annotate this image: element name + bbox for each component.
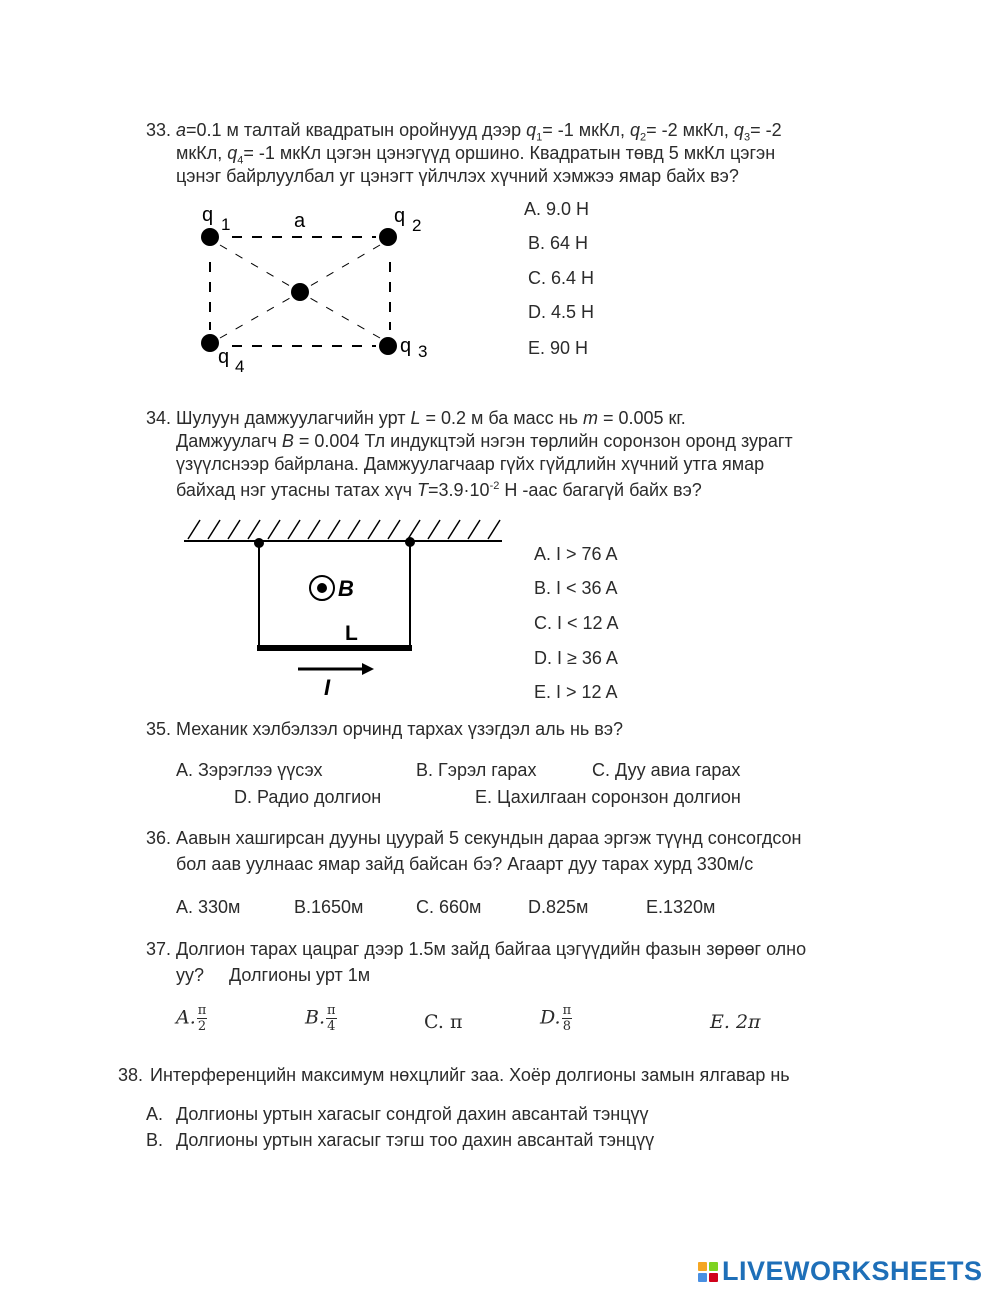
liveworksheets-logo[interactable]	[698, 1256, 983, 1287]
q36-number: 36.	[146, 828, 172, 848]
q37-line-1: Долгион тарах цацраг дээр 1.5м зайд байгаа цэгүүдийн фазын зөрөөг олно	[176, 939, 807, 959]
conductor-rod	[257, 645, 412, 651]
q37-option-c[interactable]: C. π	[424, 1011, 463, 1033]
q36-option-c[interactable]: C. 660м	[416, 897, 482, 917]
label-q1: q	[202, 204, 214, 226]
q33-option-c[interactable]: C. 6.4 H	[528, 268, 595, 288]
q34-line-1: Шулуун дамжуулагчийн урт L = 0.2 м ба масс нь m = 0.005 кг.	[176, 408, 686, 428]
center-charge-dot	[291, 283, 309, 301]
q35-option-e[interactable]: E. Цахилгаан соронзон долгион	[475, 787, 741, 807]
q38-option-a-label[interactable]: A.	[146, 1104, 164, 1124]
label-q3: q	[400, 335, 412, 357]
q36-option-d[interactable]: D.825м	[528, 897, 589, 917]
q34-line-2: Дамжуулагч B = 0.004 Тл индукцтэй нэгэн төрлийн соронзон оронд зурагт	[176, 431, 793, 451]
q33-line-2: мкКл, $q_4= -1$ мкКл цэгэн цэнэгүүд оршино. Квадратын төвд 5 мкКл цэгэн	[176, 143, 776, 167]
q33-option-a[interactable]: A. 9.0 H	[524, 199, 590, 219]
q34-number: 34.	[146, 408, 172, 428]
charge-q1-dot	[201, 228, 219, 246]
q37-option-a[interactable]: A. $\frac{\pi}{2}$	[176, 1003, 207, 1034]
q33-option-b[interactable]: B. 64 H	[528, 233, 589, 253]
svg-text:4: 4	[235, 357, 245, 376]
q38-option-b-text[interactable]: Долгионы уртын хагасыг тэгш тоо дахин авсантай тэнцүү	[176, 1130, 655, 1150]
q34-option-c[interactable]: C. I < 12 A	[534, 613, 619, 633]
q38-number: 38.	[118, 1065, 144, 1085]
label-i: I	[324, 675, 331, 700]
q35-option-d[interactable]: D. Радио долгион	[234, 787, 382, 807]
q34-line-4: байхад нэг утасны татах хүч $T=3.9\cdot 10^{-2}$ Н -аас багагүй байх вэ?	[176, 480, 702, 500]
q34-line-3: үзүүлснээр байрлана. Дамжуулагчаар гүйх гүйдлийн хүчний утга ямар	[176, 454, 765, 474]
logo-text: LIVEWORKSHEETS	[722, 1256, 983, 1286]
q33-line-3: цэнэг байрлуулбал уг цэнэгт үйлчлэх хүчний хэмжээ ямар байх вэ?	[176, 166, 739, 186]
q33-line-1: a=0.1 м талтай квадратын оройнууд дээр $q_1= -1$ мкКл, $q_2= -2$ мкКл, $q_3= -2$	[176, 120, 782, 144]
svg-text:2: 2	[412, 216, 422, 235]
q33-square-charges-figure	[190, 200, 450, 380]
q38-option-a-text[interactable]: Долгионы уртын хагасыг сондгой дахин авсантай тэнцүү	[176, 1104, 649, 1124]
q38-text: Интерференцийн максимум нөхцлийг заа. Хоёр долгионы замын ялгавар нь	[150, 1065, 790, 1085]
svg-text:3: 3	[418, 342, 428, 361]
q33-option-e[interactable]: E. 90 H	[528, 338, 589, 358]
q35-option-b[interactable]: B. Гэрэл гарах	[416, 760, 537, 780]
q36-line-1: Аавын хашгирсан дууны цуурай 5 секундын дараа эргэж түүнд сонсогдсон	[176, 828, 802, 848]
q37-option-d[interactable]: D. $\frac{\pi}{8}$	[540, 1003, 572, 1034]
q33-number: 33.	[146, 120, 172, 140]
label-b: B	[338, 576, 354, 601]
logo-icon	[698, 1262, 718, 1282]
label-q2: q	[394, 205, 406, 227]
q35-option-c[interactable]: C. Дуу авиа гарах	[592, 760, 741, 780]
q36-option-e[interactable]: E.1320м	[646, 897, 716, 917]
charge-q4-dot	[201, 334, 219, 352]
q35-option-a[interactable]: A. Зэрэглээ үүсэх	[176, 760, 323, 780]
q37-option-b[interactable]: B. $\frac{\pi}{4}$	[305, 1003, 336, 1034]
label-l: L	[345, 622, 358, 645]
q34-option-b[interactable]: B. I < 36 A	[534, 578, 618, 598]
q34-conductor-figure	[180, 510, 510, 705]
q38-option-b-label[interactable]: B.	[146, 1130, 164, 1150]
q37-number: 37.	[146, 939, 172, 959]
q37-line-2: уу? Долгионы урт 1м	[176, 965, 371, 985]
q36-option-b[interactable]: B.1650м	[294, 897, 364, 917]
q36-line-2: бол аав уулнаас ямар зайд байсан бэ? Агаарт дуу тарах хурд 330м/с	[176, 854, 754, 874]
charge-q3-dot	[379, 337, 397, 355]
q34-option-a[interactable]: A. I > 76 A	[534, 544, 618, 564]
charge-q2-dot	[379, 228, 397, 246]
q35-number: 35.	[146, 719, 172, 739]
svg-text:1: 1	[221, 215, 231, 234]
q36-option-a[interactable]: A. 330м	[176, 897, 241, 917]
q34-option-d[interactable]: D. I ≥ 36 A	[534, 648, 618, 668]
label-q4: q	[218, 346, 230, 368]
q33-option-d[interactable]: D. 4.5 H	[528, 302, 595, 322]
label-a: a	[294, 210, 306, 232]
q35-text: Механик хэлбэлзэл орчинд тархах үзэгдэл аль нь вэ?	[176, 719, 624, 739]
q37-option-e[interactable]: E. 2π	[710, 1011, 761, 1033]
q34-option-e[interactable]: E. I > 12 A	[534, 682, 618, 702]
